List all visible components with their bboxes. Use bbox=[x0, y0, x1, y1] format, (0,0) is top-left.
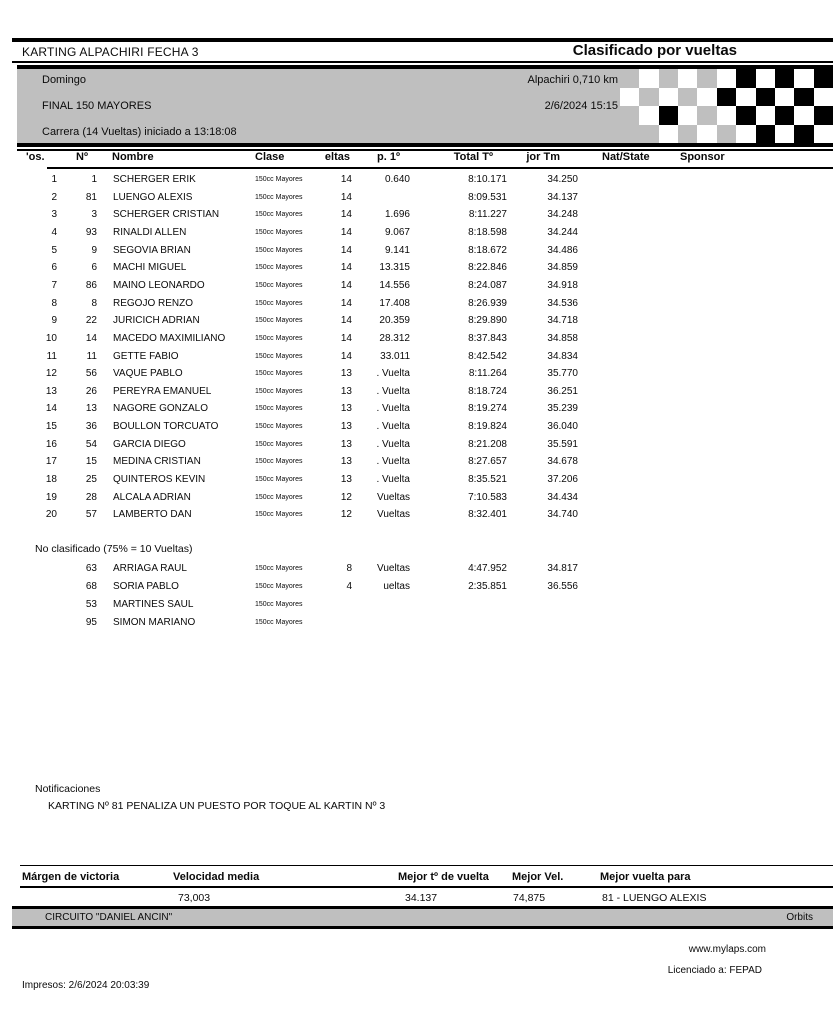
result-row bbox=[0, 400, 833, 417]
header-total-time: Total Tº bbox=[453, 151, 493, 163]
summary-header-best-lap-time: Mejor tº de vuelta bbox=[398, 871, 489, 883]
summary-header-best-speed: Mejor Vel. bbox=[512, 871, 564, 883]
result-row bbox=[0, 614, 833, 631]
checker-cell bbox=[775, 88, 794, 107]
cell-name: REGOJO RENZO bbox=[113, 297, 194, 309]
cell-best: 34.434 bbox=[547, 491, 578, 503]
cell-name: GETTE FABIO bbox=[113, 350, 179, 362]
cell-num: 93 bbox=[85, 226, 97, 238]
cell-name: GARCIA DIEGO bbox=[113, 438, 186, 450]
cell-laps: 13 bbox=[340, 421, 352, 433]
header-best-time: jor Tm bbox=[526, 151, 560, 163]
checker-cell bbox=[756, 88, 775, 107]
cell-total: 8:24.087 bbox=[468, 279, 507, 291]
cell-pos: 7 bbox=[51, 279, 57, 291]
cell-laps: 13 bbox=[340, 456, 352, 468]
checker-cell bbox=[756, 125, 775, 144]
header-position: 'os. bbox=[26, 151, 45, 163]
checker-cell bbox=[639, 106, 658, 125]
result-row bbox=[0, 171, 833, 188]
cell-class: 150cc Mayores bbox=[255, 583, 303, 590]
cell-best: 36.251 bbox=[547, 385, 578, 397]
event-session: FINAL 150 MAYORES bbox=[42, 100, 152, 112]
cell-class: 150cc Mayores bbox=[255, 352, 303, 360]
cell-name: PEREYRA EMANUEL bbox=[113, 385, 212, 397]
result-row bbox=[0, 295, 833, 312]
cell-name: MACHI MIGUEL bbox=[113, 262, 187, 274]
cell-num: 13 bbox=[85, 403, 97, 415]
cell-class: 150cc Mayores bbox=[255, 565, 303, 572]
report-title: KARTING ALPACHIRI FECHA 3 bbox=[22, 45, 199, 59]
checker-cell bbox=[736, 88, 755, 107]
cell-num: 36 bbox=[85, 421, 97, 433]
cell-diff: ueltas bbox=[383, 581, 410, 592]
cell-class: 150cc Mayores bbox=[255, 476, 303, 484]
cell-class: 150cc Mayores bbox=[255, 193, 303, 201]
header-name: Nombre bbox=[112, 151, 154, 163]
cell-laps: 14 bbox=[340, 244, 352, 256]
cell-name: SCHERGER CRISTIAN bbox=[113, 209, 220, 221]
checkered-flag bbox=[620, 69, 833, 143]
cell-name: SEGOVIA BRIAN bbox=[113, 244, 191, 256]
event-info-band bbox=[17, 65, 833, 147]
cell-name: QUINTEROS KEVIN bbox=[113, 474, 206, 486]
cell-laps: 14 bbox=[340, 279, 352, 291]
cell-laps: 14 bbox=[340, 174, 352, 185]
summary-value-best-speed: 74,875 bbox=[513, 892, 546, 904]
cell-pos: 20 bbox=[45, 509, 57, 521]
summary-header-avg-speed: Velocidad media bbox=[173, 871, 260, 883]
license-text: Licenciado a: FEPAD bbox=[667, 965, 762, 976]
cell-pos: 15 bbox=[45, 421, 57, 433]
checker-cell bbox=[756, 69, 775, 88]
cell-num: 26 bbox=[85, 385, 97, 397]
cell-class: 150cc Mayores bbox=[255, 246, 303, 254]
checker-cell bbox=[659, 106, 678, 125]
checker-cell bbox=[697, 125, 716, 144]
cell-class: 150cc Mayores bbox=[255, 299, 303, 307]
result-row bbox=[0, 596, 833, 613]
cell-name: MACEDO MAXIMILIANO bbox=[113, 332, 226, 344]
classification-title: Clasificado por vueltas bbox=[572, 42, 737, 59]
summary-value-best-lap-time: 34.137 bbox=[405, 892, 438, 904]
cell-total: 8:11.227 bbox=[468, 209, 507, 221]
cell-total: 8:19.274 bbox=[468, 403, 507, 415]
cell-pos: 19 bbox=[45, 491, 57, 503]
cell-best: 34.817 bbox=[547, 563, 578, 574]
checker-cell bbox=[659, 125, 678, 144]
checker-cell bbox=[775, 125, 794, 144]
checker-cell bbox=[639, 125, 658, 144]
checker-cell bbox=[775, 106, 794, 125]
result-row bbox=[0, 453, 833, 470]
cell-diff: 14.556 bbox=[379, 279, 410, 291]
cell-total: 8:26.939 bbox=[468, 297, 507, 309]
cell-name: SIMON MARIANO bbox=[113, 617, 196, 628]
cell-pos: 6 bbox=[51, 262, 57, 274]
checker-cell bbox=[756, 106, 775, 125]
cell-best: 34.678 bbox=[547, 456, 578, 468]
checker-cell bbox=[794, 69, 813, 88]
cell-total: 8:19.824 bbox=[468, 421, 507, 433]
cell-diff: 33.011 bbox=[380, 350, 410, 362]
cell-laps: 14 bbox=[340, 297, 352, 309]
cell-diff: 17.408 bbox=[379, 297, 410, 309]
cell-num: 86 bbox=[85, 279, 97, 291]
result-row bbox=[0, 277, 833, 294]
checker-cell bbox=[794, 106, 813, 125]
cell-total: 8:32.401 bbox=[468, 509, 507, 521]
cell-total: 2:35.851 bbox=[468, 581, 507, 592]
checker-cell bbox=[639, 69, 658, 88]
cell-num: 25 bbox=[85, 474, 97, 486]
cell-laps: 14 bbox=[340, 350, 352, 362]
cell-num: 57 bbox=[85, 509, 97, 521]
cell-total: 8:09.531 bbox=[468, 191, 507, 203]
cell-num: 15 bbox=[85, 456, 97, 468]
checker-cell bbox=[736, 69, 755, 88]
header-sponsor: Sponsor bbox=[680, 151, 725, 163]
cell-name: SORIA PABLO bbox=[113, 581, 179, 592]
result-row bbox=[0, 560, 833, 577]
result-row bbox=[0, 383, 833, 400]
cell-class: 150cc Mayores bbox=[255, 334, 303, 342]
cell-name: MARTINES SAUL bbox=[113, 599, 194, 610]
cell-best: 34.740 bbox=[547, 509, 578, 521]
cell-num: 56 bbox=[85, 368, 97, 380]
cell-laps: 12 bbox=[340, 491, 352, 503]
result-row bbox=[0, 489, 833, 506]
cell-pos: 14 bbox=[45, 403, 57, 415]
cell-best: 34.250 bbox=[547, 174, 578, 185]
cell-class: 150cc Mayores bbox=[255, 493, 303, 501]
cell-total: 8:27.657 bbox=[468, 456, 507, 468]
cell-laps: 14 bbox=[340, 191, 352, 203]
cell-pos: 11 bbox=[46, 350, 57, 362]
cell-pos: 17 bbox=[45, 456, 57, 468]
header-laps: eltas bbox=[324, 151, 350, 163]
cell-pos: 10 bbox=[45, 332, 57, 344]
cell-laps: 13 bbox=[340, 368, 352, 380]
cell-total: 8:18.598 bbox=[468, 226, 507, 238]
cell-best: 34.858 bbox=[547, 332, 578, 344]
cell-diff: . Vuelta bbox=[376, 421, 410, 433]
checker-cell bbox=[620, 125, 639, 144]
cell-class: 150cc Mayores bbox=[255, 281, 303, 289]
cell-diff: 9.067 bbox=[384, 226, 410, 238]
cell-num: 63 bbox=[85, 563, 97, 574]
cell-laps: 14 bbox=[340, 209, 352, 221]
cell-num: 11 bbox=[86, 350, 97, 362]
cell-best: 34.859 bbox=[547, 262, 578, 274]
circuit-name: CIRCUITO "DANIEL ANCIN" bbox=[45, 912, 173, 923]
result-row bbox=[0, 418, 833, 435]
cell-laps: 8 bbox=[346, 563, 352, 574]
checker-cell bbox=[736, 125, 755, 144]
checker-cell bbox=[678, 106, 697, 125]
cell-num: 53 bbox=[85, 599, 97, 610]
unclassified-title: No clasificado (75% = 10 Vueltas) bbox=[35, 543, 193, 555]
cell-num: 8 bbox=[91, 297, 97, 309]
cell-laps: 14 bbox=[340, 226, 352, 238]
cell-name: NAGORE GONZALO bbox=[113, 403, 209, 415]
cell-diff: Vueltas bbox=[377, 491, 410, 503]
cell-name: VAQUE PABLO bbox=[113, 368, 183, 380]
header-class: Clase bbox=[255, 151, 285, 163]
checker-cell bbox=[814, 69, 833, 88]
result-row bbox=[0, 189, 833, 206]
result-row bbox=[0, 224, 833, 241]
cell-class: 150cc Mayores bbox=[255, 228, 303, 236]
cell-class: 150cc Mayores bbox=[255, 176, 303, 183]
cell-laps: 14 bbox=[340, 315, 352, 327]
cell-pos: 18 bbox=[45, 474, 57, 486]
cell-name: MEDINA CRISTIAN bbox=[113, 456, 201, 468]
result-row bbox=[0, 506, 833, 523]
cell-num: 14 bbox=[85, 332, 97, 344]
cell-class: 150cc Mayores bbox=[255, 458, 303, 466]
cell-best: 34.718 bbox=[547, 315, 578, 327]
cell-best: 35.239 bbox=[547, 403, 578, 415]
cell-diff: . Vuelta bbox=[376, 438, 410, 450]
cell-best: 34.137 bbox=[547, 191, 578, 203]
cell-best: 35.770 bbox=[547, 368, 578, 380]
cell-best: 34.244 bbox=[547, 226, 578, 238]
checker-cell bbox=[814, 88, 833, 107]
checker-cell bbox=[736, 106, 755, 125]
cell-class: 150cc Mayores bbox=[255, 264, 303, 272]
result-row bbox=[0, 259, 833, 276]
cell-total: 8:11.264 bbox=[468, 368, 507, 380]
cell-best: 36.040 bbox=[547, 421, 578, 433]
cell-best: 34.486 bbox=[547, 244, 578, 256]
cell-pos: 12 bbox=[45, 368, 57, 380]
cell-laps: 13 bbox=[340, 438, 352, 450]
cell-total: 8:21.208 bbox=[468, 438, 507, 450]
cell-diff: . Vuelta bbox=[376, 456, 410, 468]
cell-num: 3 bbox=[91, 209, 97, 221]
cell-num: 95 bbox=[85, 617, 97, 628]
result-row bbox=[0, 348, 833, 365]
checker-cell bbox=[659, 88, 678, 107]
checker-cell bbox=[678, 88, 697, 107]
cell-total: 8:18.724 bbox=[468, 385, 507, 397]
title-rule bbox=[12, 61, 833, 63]
summary-header-victory-margin: Márgen de victoria bbox=[22, 871, 120, 883]
summary-value-avg-speed: 73,003 bbox=[178, 892, 211, 904]
cell-diff: . Vuelta bbox=[376, 474, 410, 486]
cell-diff: 20.359 bbox=[379, 315, 410, 327]
cell-total: 8:42.542 bbox=[468, 350, 507, 362]
cell-num: 1 bbox=[91, 174, 97, 185]
cell-laps: 13 bbox=[340, 474, 352, 486]
result-row bbox=[0, 206, 833, 223]
cell-pos: 1 bbox=[51, 174, 57, 185]
cell-name: ARRIAGA RAUL bbox=[113, 563, 187, 574]
result-row bbox=[0, 365, 833, 382]
cell-laps: 13 bbox=[340, 385, 352, 397]
cell-pos: 9 bbox=[51, 315, 57, 327]
checker-cell bbox=[814, 125, 833, 144]
cell-name: ALCALA ADRIAN bbox=[113, 491, 191, 503]
cell-class: 150cc Mayores bbox=[255, 511, 303, 519]
cell-diff: 13.315 bbox=[379, 262, 410, 274]
cell-diff: Vueltas bbox=[377, 509, 410, 521]
cell-best: 37.206 bbox=[547, 474, 578, 486]
header-gap-to-first: p. 1º bbox=[377, 151, 400, 163]
cell-pos: 8 bbox=[51, 297, 57, 309]
checker-cell bbox=[639, 88, 658, 107]
cell-class: 150cc Mayores bbox=[255, 211, 303, 219]
cell-diff: 1.696 bbox=[384, 209, 410, 221]
summary-value-best-lap-for: 81 - LUENGO ALEXIS bbox=[602, 892, 707, 904]
result-row bbox=[0, 330, 833, 347]
result-row bbox=[0, 242, 833, 259]
cell-name: MAINO LEONARDO bbox=[113, 279, 205, 291]
cell-class: 150cc Mayores bbox=[255, 440, 303, 448]
checker-cell bbox=[717, 88, 736, 107]
cell-diff: 28.312 bbox=[379, 332, 410, 344]
cell-diff: . Vuelta bbox=[376, 368, 410, 380]
cell-best: 36.556 bbox=[547, 581, 578, 592]
cell-diff: . Vuelta bbox=[376, 403, 410, 415]
cell-num: 28 bbox=[85, 491, 97, 503]
checker-cell bbox=[717, 106, 736, 125]
cell-class: 150cc Mayores bbox=[255, 370, 303, 378]
cell-total: 8:22.846 bbox=[468, 262, 507, 274]
summary-header-best-lap-for: Mejor vuelta para bbox=[600, 871, 691, 883]
result-row bbox=[0, 312, 833, 329]
cell-name: LAMBERTO DAN bbox=[113, 509, 192, 521]
cell-laps: 4 bbox=[346, 581, 352, 592]
cell-total: 8:29.890 bbox=[468, 315, 507, 327]
mylaps-website: www.mylaps.com bbox=[688, 944, 766, 955]
cell-laps: 14 bbox=[340, 262, 352, 274]
cell-name: RINALDI ALLEN bbox=[113, 226, 187, 238]
table-header-rule bbox=[47, 167, 833, 169]
cell-diff: 9.141 bbox=[384, 244, 410, 256]
checker-cell bbox=[775, 69, 794, 88]
event-day: Domingo bbox=[42, 74, 87, 86]
checker-cell bbox=[620, 106, 639, 125]
cell-pos: 5 bbox=[51, 244, 57, 256]
result-row bbox=[0, 471, 833, 488]
checker-cell bbox=[814, 106, 833, 125]
cell-name: BOULLON TORCUATO bbox=[113, 421, 219, 433]
cell-class: 150cc Mayores bbox=[255, 601, 303, 608]
cell-name: SCHERGER ERIK bbox=[113, 174, 196, 185]
event-track: Alpachiri 0,710 km bbox=[527, 74, 618, 86]
notification-item: KARTING Nº 81 PENALIZA UN PUESTO POR TOQUE AL KARTIN Nº 3 bbox=[48, 800, 386, 812]
cell-pos: 16 bbox=[45, 438, 57, 450]
summary-top-rule bbox=[20, 865, 833, 866]
event-race-info: Carrera (14 Vueltas) iniciado a 13:18:08 bbox=[42, 126, 237, 138]
cell-total: 7:10.583 bbox=[468, 491, 507, 503]
checker-cell bbox=[678, 69, 697, 88]
cell-class: 150cc Mayores bbox=[255, 423, 303, 431]
cell-laps: 13 bbox=[340, 403, 352, 415]
result-row bbox=[0, 436, 833, 453]
cell-total: 4:47.952 bbox=[468, 563, 507, 574]
cell-best: 34.918 bbox=[547, 279, 578, 291]
cell-num: 22 bbox=[85, 315, 97, 327]
checker-cell bbox=[620, 69, 639, 88]
cell-diff: . Vuelta bbox=[376, 385, 410, 397]
cell-best: 34.536 bbox=[547, 297, 578, 309]
checker-cell bbox=[678, 125, 697, 144]
checker-cell bbox=[794, 125, 813, 144]
cell-class: 150cc Mayores bbox=[255, 405, 303, 413]
header-nat-state: Nat/State bbox=[602, 151, 650, 163]
checker-cell bbox=[794, 88, 813, 107]
cell-pos: 4 bbox=[51, 226, 57, 238]
checker-cell bbox=[659, 69, 678, 88]
cell-diff: Vueltas bbox=[377, 563, 410, 574]
cell-class: 150cc Mayores bbox=[255, 317, 303, 325]
cell-total: 8:18.672 bbox=[468, 244, 507, 256]
cell-pos: 3 bbox=[51, 209, 57, 221]
cell-num: 54 bbox=[85, 438, 97, 450]
printed-timestamp: Impresos: 2/6/2024 20:03:39 bbox=[22, 980, 150, 991]
orbits-brand: Orbits bbox=[786, 912, 813, 923]
cell-total: 8:10.171 bbox=[468, 174, 507, 185]
checker-cell bbox=[697, 106, 716, 125]
checker-cell bbox=[697, 69, 716, 88]
notifications-title: Notificaciones bbox=[35, 783, 101, 795]
cell-laps: 12 bbox=[340, 509, 352, 521]
event-datetime: 2/6/2024 15:15 bbox=[544, 100, 618, 112]
cell-best: 34.834 bbox=[547, 350, 578, 362]
checker-cell bbox=[697, 88, 716, 107]
cell-pos: 13 bbox=[45, 385, 57, 397]
cell-class: 150cc Mayores bbox=[255, 387, 303, 395]
checker-cell bbox=[717, 69, 736, 88]
cell-class: 150cc Mayores bbox=[255, 619, 303, 626]
cell-name: JURICICH ADRIAN bbox=[113, 315, 200, 327]
cell-total: 8:37.843 bbox=[468, 332, 507, 344]
cell-best: 35.591 bbox=[547, 438, 578, 450]
summary-header-rule bbox=[20, 886, 833, 888]
cell-num: 81 bbox=[85, 191, 97, 203]
cell-name: LUENGO ALEXIS bbox=[113, 191, 193, 203]
cell-total: 8:35.521 bbox=[468, 474, 507, 486]
result-row bbox=[0, 578, 833, 595]
cell-num: 6 bbox=[91, 262, 97, 274]
cell-diff: 0.640 bbox=[384, 174, 410, 185]
cell-best: 34.248 bbox=[547, 209, 578, 221]
footer-bar bbox=[12, 906, 833, 929]
cell-laps: 14 bbox=[340, 332, 352, 344]
cell-num: 68 bbox=[85, 581, 97, 592]
cell-pos: 2 bbox=[51, 191, 57, 203]
cell-num: 9 bbox=[91, 244, 97, 256]
header-number: Nº bbox=[76, 151, 88, 163]
checker-cell bbox=[717, 125, 736, 144]
checker-cell bbox=[620, 88, 639, 107]
